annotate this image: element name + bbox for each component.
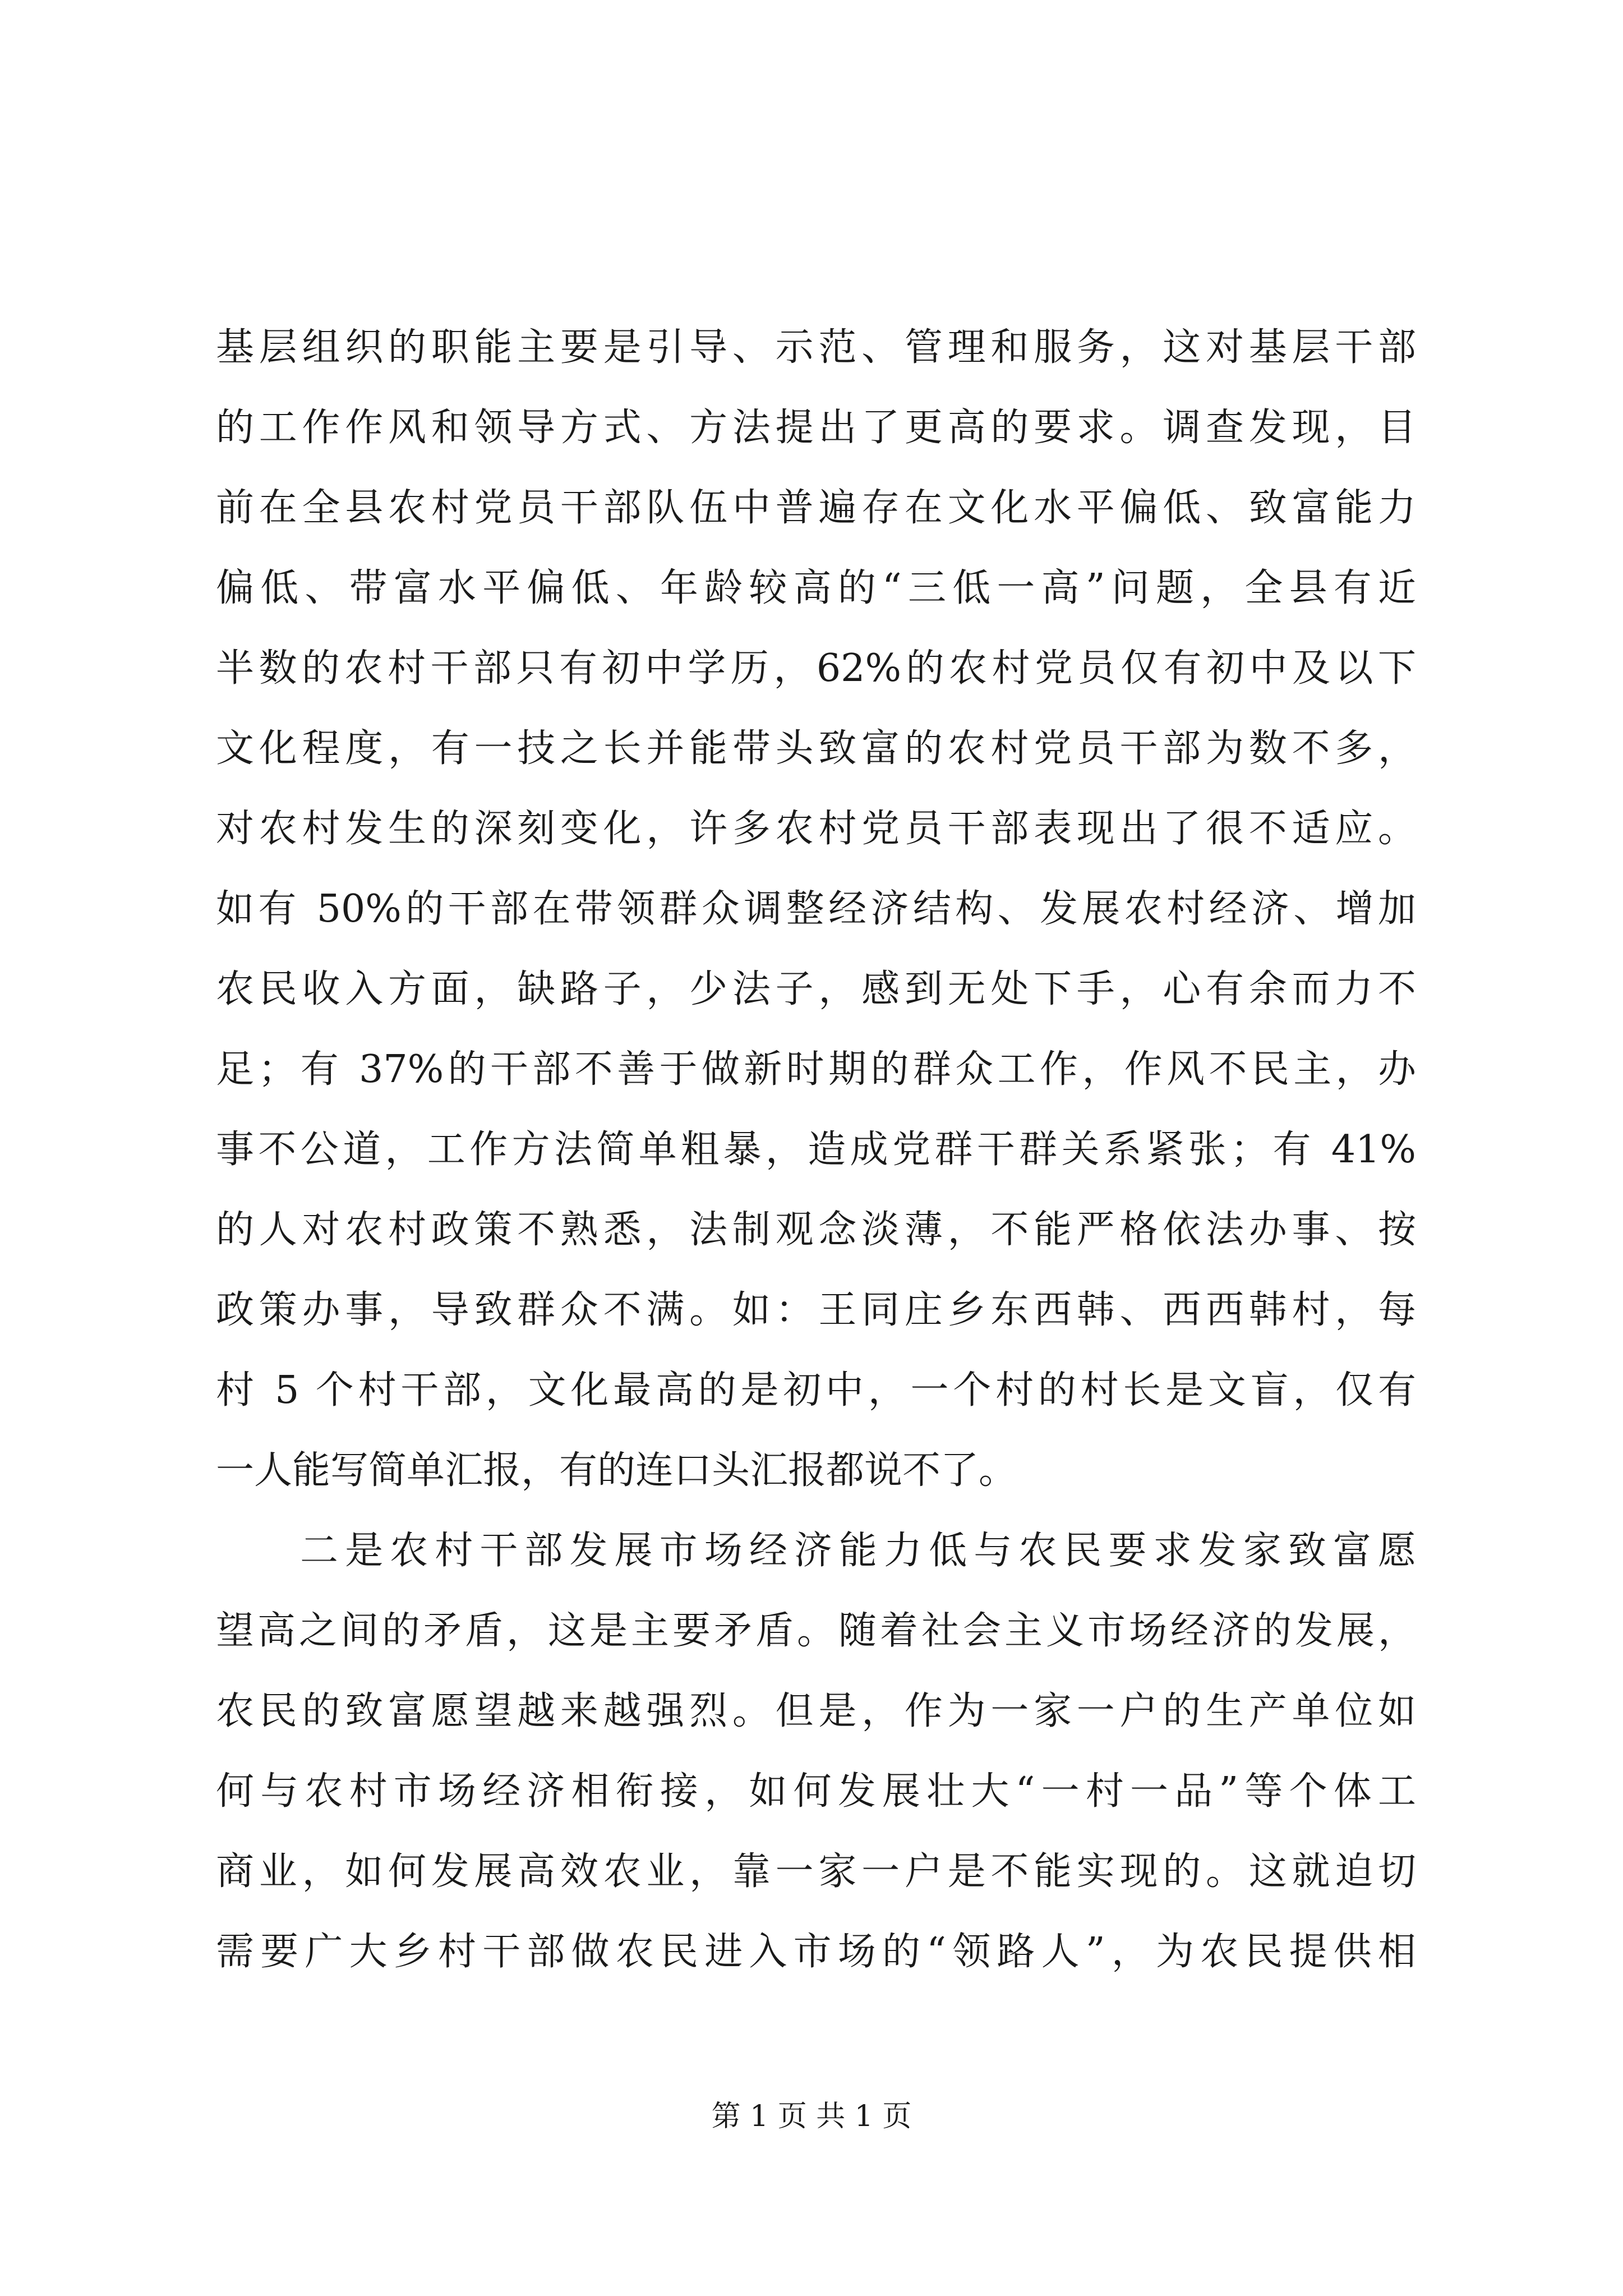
text-line: 政策办事，导致群众不满。如：王同庄乡东西韩、西西韩村，每 <box>216 1288 1416 1332</box>
text-line: 一人能写简单汇报，有的连口头汇报都说不了。 <box>216 1448 1017 1493</box>
text-line: 足；有 37%的干部不善于做新时期的群众工作，作风不民主，办 <box>216 1047 1416 1092</box>
text-line: 何与农村市场经济相衔接，如何发展壮大“一村一品”等个体工 <box>216 1769 1416 1814</box>
text-line: 村 5 个村干部，文化最高的是初中，一个村的村长是文盲，仅有 <box>216 1368 1416 1412</box>
text-line: 偏低、带富水平偏低、年龄较高的“三低一高”问题，全县有近 <box>216 566 1416 610</box>
text-line: 需要广大乡村干部做农民进入市场的“领路人”，为农民提供相 <box>216 1930 1416 1974</box>
text-line: 的人对农村政策不熟悉，法制观念淡薄，不能严格依法办事、按 <box>216 1208 1416 1252</box>
text-line: 如有 50%的干部在带领群众调整经济结构、发展农村经济、增加 <box>216 887 1416 931</box>
page-footer: 第 1 页 共 1 页 <box>711 2100 912 2133</box>
text-line: 二是农村干部发展市场经济能力低与农民要求发家致富愿 <box>300 1529 1416 1573</box>
text-line: 农民的致富愿望越来越强烈。但是，作为一家一户的生产单位如 <box>216 1689 1416 1733</box>
text-line: 对农村发生的深刻变化，许多农村党员干部表现出了很不适应。 <box>216 807 1416 851</box>
text-line: 前在全县农村党员干部队伍中普遍存在文化水平偏低、致富能力 <box>216 486 1416 530</box>
text-line: 基层组织的职能主要是引导、示范、管理和服务，这对基层干部 <box>216 325 1416 370</box>
text-line: 望高之间的矛盾，这是主要矛盾。随着社会主义市场经济的发展， <box>216 1609 1416 1653</box>
text-line: 事不公道，工作方法简单粗暴，造成党群干群关系紧张；有 41% <box>216 1128 1416 1172</box>
text-line: 半数的农村干部只有初中学历，62%的农村党员仅有初中及以下 <box>216 646 1416 691</box>
text-line: 农民收入方面，缺路子，少法子，感到无处下手，心有余而力不 <box>216 967 1416 1011</box>
text-line: 商业，如何发展高效农业，靠一家一户是不能实现的。这就迫切 <box>216 1849 1416 1894</box>
text-line: 文化程度，有一技之长并能带头致富的农村党员干部为数不多， <box>216 726 1416 771</box>
text-line: 的工作作风和领导方式、方法提出了更高的要求。调查发现，目 <box>216 406 1416 450</box>
body-text <box>216 307 1416 1992</box>
